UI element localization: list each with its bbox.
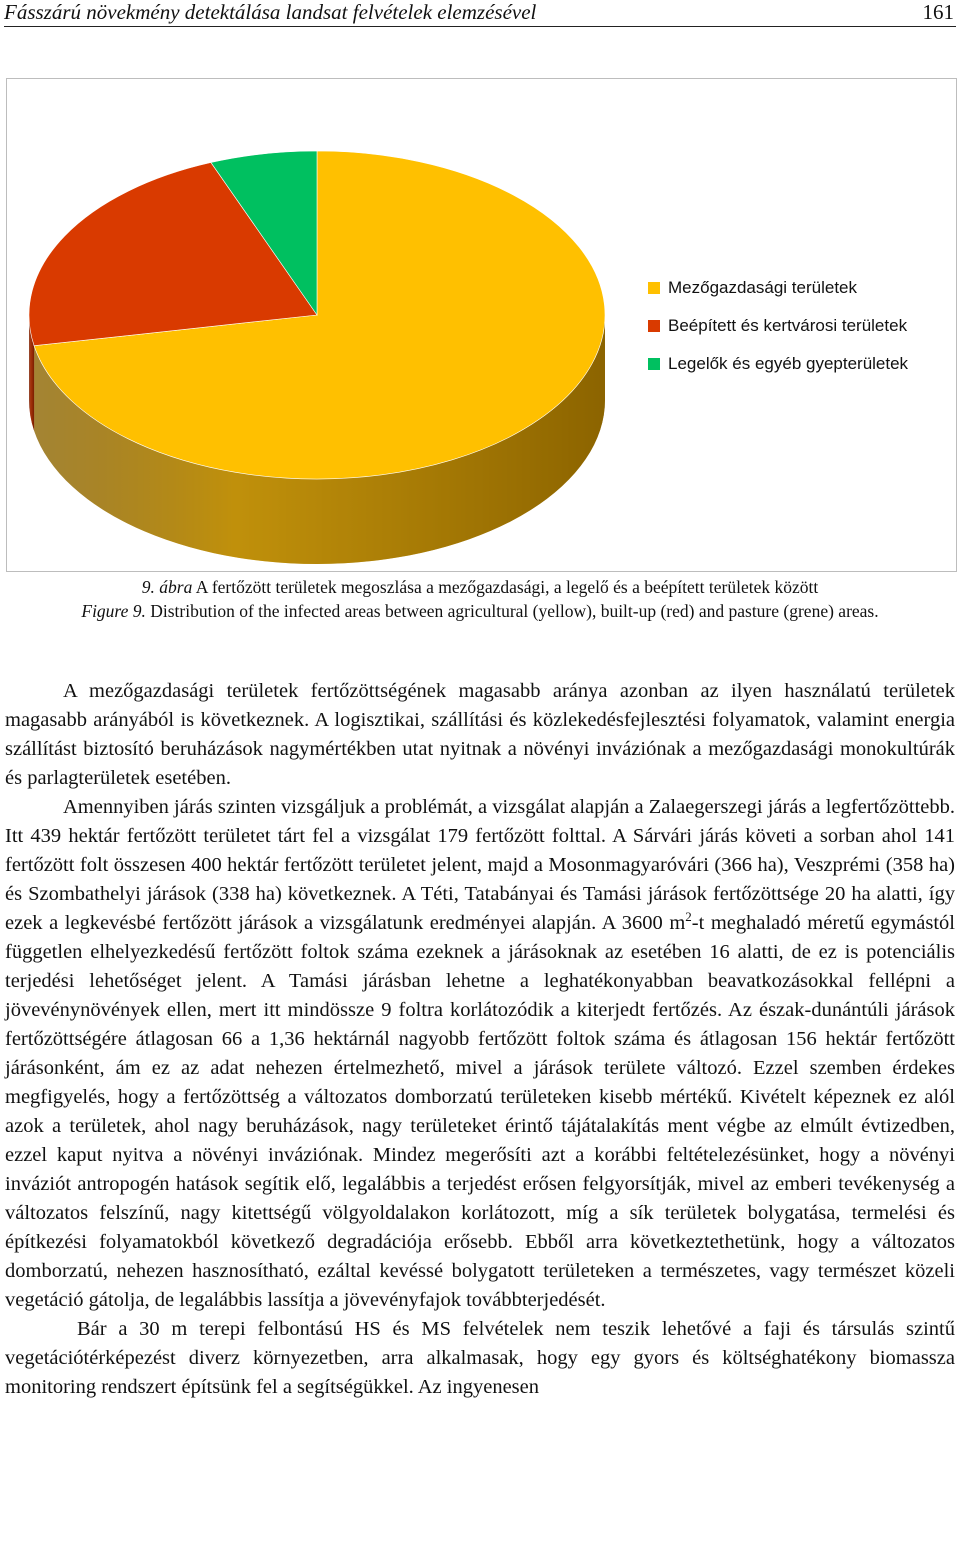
figure-caption-en [10, 600, 950, 622]
paragraph-2-part-a: Amennyiben járás szinten vizsgáljuk a problémát, a vizsgálat alapján a Zalaegerszegi járás a legfertőzöttebb. Itt 439 hektár fertőzött területet tárt fel a vizsgálat 179 fertőzött folttal. A Sárvári járás követi a sorban ahol 141 fertőzött folt összesen 400 hektár fertőzött területet jelent, majd a Mosonmagyaróvári (366 ha), Veszprémi (358 ha) és Szombathelyi járások (338 ha) következnek. A Téti, Tatabányai és Tamási járások fertőzöttsége 20 ha alatti, így ezek a legkevésbé fertőzött járások a vizsgálatunk eredményei alapján. A 3600 m [5, 796, 955, 934]
superscript-2: 2 [685, 909, 692, 925]
legend-swatch-pasture [648, 358, 660, 370]
paragraph-1: A mezőgazdasági területek fertőzöttségének magasabb aránya azonban az ilyen használatú területek magasabb arányából is következnek. A logisztikai, szállítási és közlekedésfejlesztési folyamatok, valamint energia szállítást biztosító beruházások nagymértékben utat nyitnak a növényi inváziónak a mezőgazdasági monokultúrák és parlagterületek esetében. [5, 680, 955, 789]
body-text [5, 677, 955, 1402]
legend-label-pasture: Legelők és egyéb gyepterületek [668, 354, 909, 373]
figure-chart [6, 78, 957, 572]
running-title: Fásszárú növekmény detektálása landsat felvételek elemzésével [4, 0, 537, 24]
page-number: 161 [922, 0, 954, 24]
paragraph-3: Bár a 30 m terepi felbontású HS és MS felvételek nem teszik lehetővé a faji és társulás szintű vegetációtérképezést diverz környezetben, arra alkalmasak, hogy egy gyors és költséghatékony biomassza monitoring rendszert építsünk fel a segítségükkel. Az ingyenesen [5, 1318, 955, 1398]
running-header [4, 0, 956, 27]
legend-label-agricultural: Mezőgazdasági területek [668, 278, 858, 297]
caption-hu-label: 9. ábra [141, 577, 193, 597]
legend-label-built-up: Beépített és kertvárosi területek [668, 316, 908, 335]
paragraph-2-part-b: -t meghaladó méretű egymástól független elhelyezkedésű fertőzött foltok száma ezeknek a járásoknak az esetében 16 alatti, de ez is potenciális terjedési lehetőséget jelent. A Tamási járásban lehetne a leghatékonyabban beavatkozásokkal fellépni a jövevénynövények ellen, mert itt mindössze 9 foltra korlátozódik a kiterjedt fertőzés. Az észak-dunántúli járások fertőzöttségére átlagosan 66 a 1,36 hektárnál nagyobb fertőzött foltok száma és átlagosan 156 hektár fertőzött járásonként, ám ez az adat nehezen értelmezhető, mivel a járások területe változó. Ezzel szemben érdekes megfigyelés, hogy a fertőzöttség a változatos domborzatú területeken kisebb mértékű. Kivételt képeznek ez alól azok a területek, ahol nagy beruházások, nagy területeket érintő tájátalakítás ment végbe az elmúlt évtizedben, ezzel kaput nyitva a növényi inváziónak. Mindez megerősíti azt a korábbi feltételezésünket, hogy a növényi inváziót antropogén hatások segítik elő, legalábbis a terjedést erősen felgyorsítják, mivel az emberi tevékenység a változatos felszínű, nagy kitettségű völgyoldalakon korlátozott, míg a sík területek bolygatása, termelési és építkezési folyamatokból következő degradációja erősebb. Ebből arra következtethetünk, hogy a változatos domborzatú, nehezen hasznosítható, ezáltal kevéssé bolygatott területeken a természetes, vagy természet közeli vegetáció gátolja, de legalábbis lassítja a jövevényfajok továbbterjedését. [5, 912, 955, 1311]
legend-swatch-agricultural [648, 282, 660, 294]
paragraph-2 [5, 793, 955, 1315]
caption-en-text: Distribution of the infected areas between agricultural (yellow), built-up (red) and pasture (grene) areas. [150, 601, 879, 621]
figure-caption-hu [0, 576, 960, 598]
caption-hu-text: A fertőzött területek megoszlása a mezőgazdasági, a legelő és a beépített területek között [195, 577, 819, 597]
legend-swatch-built-up [648, 320, 660, 332]
caption-en-label: Figure 9. [81, 601, 146, 621]
